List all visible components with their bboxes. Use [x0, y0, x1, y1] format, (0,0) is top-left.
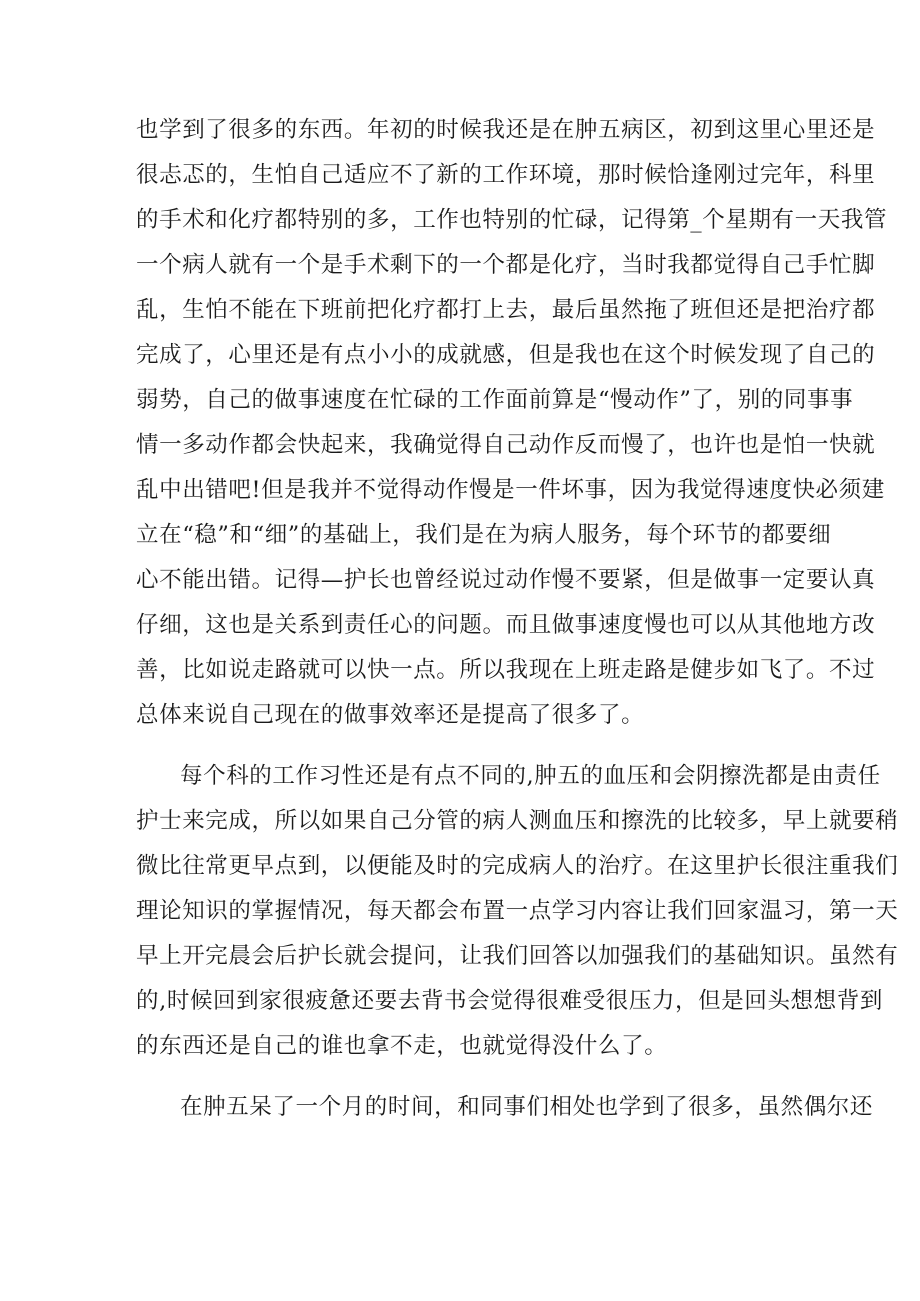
text-line: 的东西还是自己的谁也拿不走，也就觉得没什么了。 — [136, 1033, 668, 1059]
text-line: 立在“稳”和“细”的基础上，我们是在为病人服务，每个环节的都要细 — [136, 522, 832, 548]
paragraph-2 — [136, 754, 899, 1069]
text-line: 弱势，自己的做事速度在忙碌的工作面前算是“慢动作”了，别的同事事 — [136, 387, 854, 413]
text-line: 也学到了很多的东西。年初的时候我还是在肿五病区，初到这里心里还是 — [136, 117, 876, 143]
text-line: 护士来完成，所以如果自己分管的病人测血压和擦洗的比较多，早上就要稍 — [136, 808, 899, 834]
text-line: 乱，生怕不能在下班前把化疗都打上去，最后虽然拖了班但还是把治疗都 — [136, 297, 876, 323]
text-line: 很忐忑的，生怕自己适应不了新的工作环境，那时候恰逢刚过完年，科里 — [136, 162, 876, 188]
text-line: 乱中出错吧!但是我并不觉得动作慢是一件坏事，因为我觉得速度快必须建 — [136, 477, 885, 503]
text-line: 心不能出错。记得—护长也曾经说过动作慢不要紧，但是做事一定要认真 — [136, 567, 876, 593]
document-body — [136, 108, 899, 1130]
paragraph-3 — [136, 1085, 874, 1130]
text-line: 的,时候回到家很疲惫还要去背书会觉得很难受很压力，但是回头想想背到 — [136, 988, 883, 1014]
text-line: 总体来说自己现在的做事效率还是提高了很多了。 — [136, 702, 645, 728]
text-line: 在肿五呆了一个月的时间，和同事们相处也学到了很多，虽然偶尔还 — [180, 1094, 874, 1120]
text-line: 仔细，这也是关系到责任心的问题。而且做事速度慢也可以从其他地方改 — [136, 612, 876, 638]
paragraph-1 — [136, 108, 888, 738]
text-line: 的手术和化疗都特别的多，工作也特别的忙碌，记得第_个星期有一天我管 — [136, 207, 888, 233]
text-line: 微比往常更早点到，以便能及时的完成病人的治疗。在这里护长很注重我们 — [136, 853, 899, 879]
text-line: 理论知识的掌握情况，每天都会布置一点学习内容让我们回家温习，第一天 — [136, 898, 899, 924]
text-line: 早上开完晨会后护长就会提问，让我们回答以加强我们的基础知识。虽然有 — [136, 943, 899, 969]
text-line: 善，比如说走路就可以快一点。所以我现在上班走路是健步如飞了。不过 — [136, 657, 876, 683]
text-line: 情一多动作都会快起来，我确觉得自己动作反而慢了，也许也是怕一快就 — [136, 432, 876, 458]
text-line: 一个病人就有一个是手术剩下的一个都是化疗，当时我都觉得自己手忙脚 — [136, 252, 876, 278]
text-line: 完成了，心里还是有点小小的成就感，但是我也在这个时候发现了自己的 — [136, 342, 876, 368]
text-line: 每个科的工作习性还是有点不同的,肿五的血压和会阴擦洗都是由责任 — [180, 763, 881, 789]
